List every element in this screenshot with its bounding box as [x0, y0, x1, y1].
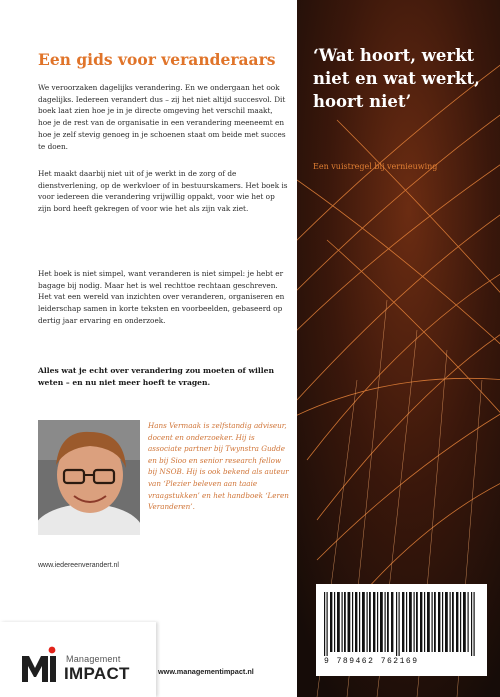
- right-image-panel: [297, 0, 500, 697]
- blurb-paragraph-2: Het maakt daarbij niet uit of je werkt in de zorg of de dienstverlening, op de werkvloer of in bestuurskamers. Het boek is voor iedereen die verandering vrijwillig oppakt, voor wie het op zijn bord heeft gekregen of voor wie het als zijn vak ziet.: [38, 169, 288, 214]
- management-impact-logo-icon: [22, 646, 62, 682]
- author-photo: [38, 420, 140, 535]
- publisher-logo-panel: [0, 622, 156, 697]
- blurb-paragraph-1: We veroorzaken dagelijks verandering. En we ondergaan het ook dagelijks. Iedereen verandert dus – zij het niet altijd succesvol. Dit boek laat zien hoe je in je directe omgeving het verschil maakt, hoe je de rest van de organisatie in een verandering meeneemt en hoe je zelf stevig genoeg in je schoenen staat om beide met succes te doen.: [38, 83, 286, 151]
- isbn-barcode: [316, 584, 487, 676]
- tagline: Een vuistregel bij vernieuwing: [313, 162, 438, 171]
- logo-text-management: Management: [66, 654, 121, 664]
- blurb-paragraph-3: Het boek is niet simpel, want veranderen is niet simpel: je hebt er bagage bij nodig. Maar het is wel rechttoe rechtaan geschreven. Het vat een wereld van inzichten over veranderen, organiseren en leiderschap samen in korte teksten en voorbeelden, gebaseerd op dertig jaar ervaring en onderzoek.: [38, 269, 285, 325]
- quote: ‘Wat hoort, werkt niet en wat werkt, hoort niet’: [313, 46, 480, 111]
- back-cover-heading: Een gids voor veranderaars: [38, 50, 276, 69]
- logo-text-impact: IMPACT: [64, 664, 130, 683]
- bold-statement: Alles wat je echt over verandering zou moeten of willen weten – en nu niet meer hoeft te vragen.: [38, 366, 275, 387]
- author-bio: Hans Vermaak is zelfstandig adviseur, docent en onderzoeker. Hij is associate partner bij Twynstra Gudde en bij Sioo en senior research fellow bij NSOB. Hij is ook bekend als auteur van ‘Plezier beleven aan taaie vraagstukken’ en het handboek ‘Leren Veranderen’.: [148, 421, 289, 512]
- book-website[interactable]: www.iedereenverandert.nl: [38, 562, 119, 569]
- isbn-digits: 9 789462 762169: [324, 657, 419, 666]
- author-portrait-icon: [38, 420, 140, 535]
- publisher-website[interactable]: www.managementimpact.nl: [158, 667, 254, 676]
